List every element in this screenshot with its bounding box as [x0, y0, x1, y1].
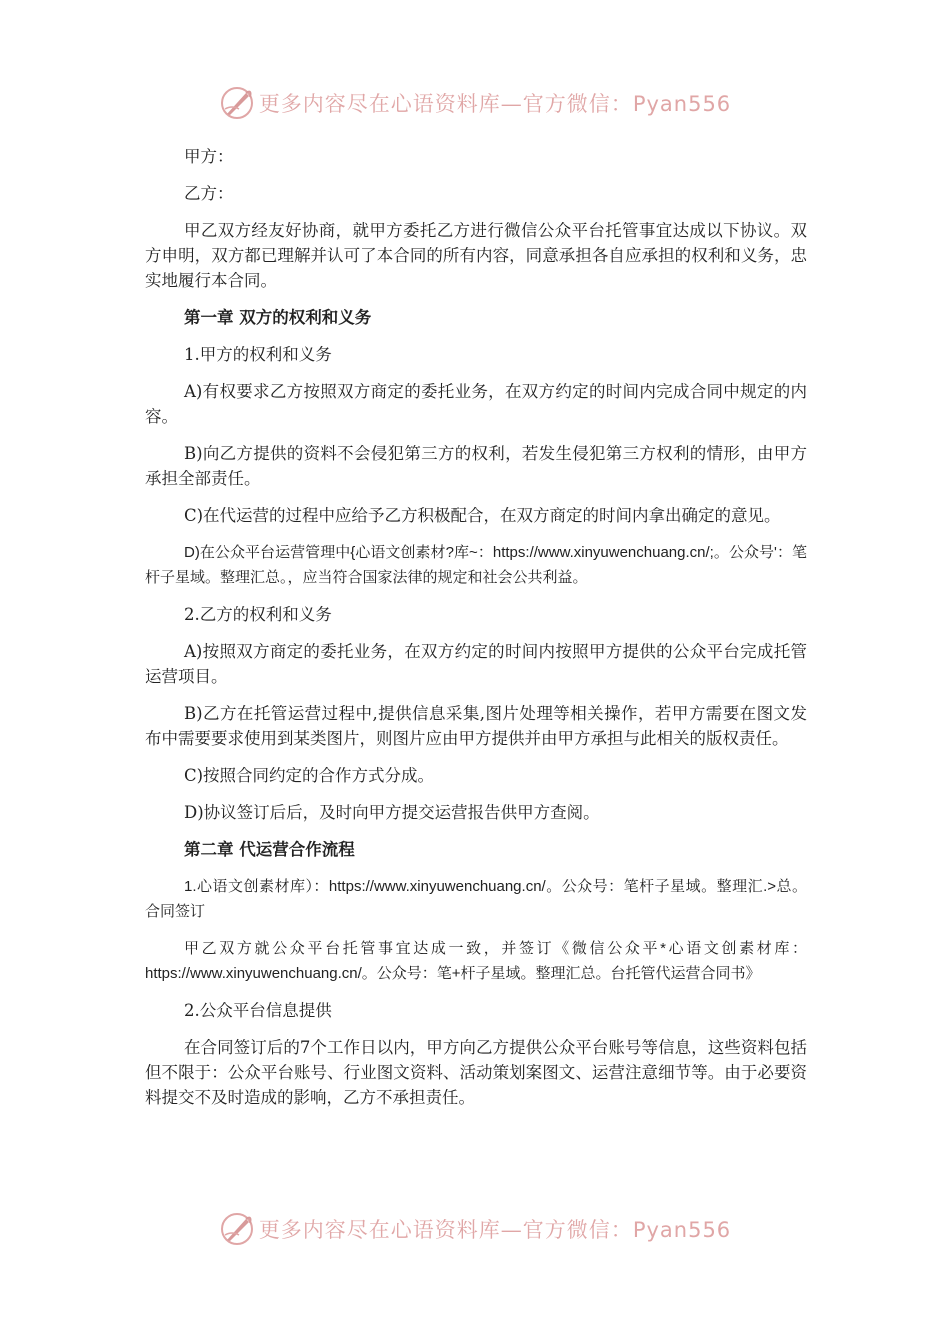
chapter-1-title: 第一章 双方的权利和义务 — [184, 308, 372, 327]
clause-2a: A)按照双方商定的委托业务，在双方约定的时间内按照甲方提供的公众平台完成托管运营项目。 — [145, 642, 807, 686]
clause-2d: D)协议签订后后，及时向甲方提交运营报告供甲方查阅。 — [184, 803, 600, 822]
clause-1a: A)有权要求乙方按照双方商定的委托业务，在双方约定的时间内完成合同中规定的内容。 — [145, 382, 807, 426]
contract-body — [145, 144, 807, 1110]
intro-paragraph: 甲乙双方经友好协商，就甲方委托乙方进行微信公众平台托管事宜达成以下协议。双方申明，双方都已理解并认可了本合同的所有内容，同意承担各自应承担的权利和义务，忠实地履行本合同。 — [145, 221, 807, 290]
process-1-title: 1.心语文创素材库）：https://www.xinyuwenchuang.cn/。公众号：笔杆子星域。整理汇.>总。合同签订 — [145, 878, 807, 920]
footer-watermark-banner — [0, 1206, 950, 1252]
clause-1d: D)在公众平台运营管理中{心语文创素材?库~：https://www.xinyuwenchuang.cn/;。公众号'：笔杆子星域。整理汇总。，应当符合国家法律的规定和社会公共利益。 — [145, 544, 807, 586]
quill-pen-logo-icon — [219, 85, 255, 121]
party-b-line: 乙方： — [184, 184, 234, 203]
process-2-title: 2.公众平台信息提供 — [184, 1001, 332, 1020]
clause-1c: C)在代运营的过程中应给予乙方积极配合，在双方商定的时间内拿出确定的意见。 — [184, 506, 781, 525]
wechat-id: Pyan556 — [632, 1218, 732, 1242]
wechat-id: Pyan556 — [632, 92, 732, 116]
process-2-body: 在合同签订后的7个工作日以内，甲方向乙方提供公众平台账号等信息，这些资料包括但不限于：公众平台账号、行业图文资料、活动策划案图文、运营注意细节等。由于必要资料提交不及时造成的影响，乙方不承担责任。 — [145, 1038, 807, 1107]
party-a-line: 甲方： — [184, 147, 234, 166]
process-1-body: 甲乙双方就公众平台托管事宜达成一致，并签订《微信公众平*心语文创素材库：https://www.xinyuwenchuang.cn/。公众号：笔+杆子星域。整理汇总。台托管代运营合同书》 — [145, 940, 807, 982]
chapter-2-title: 第二章 代运营合作流程 — [184, 840, 355, 859]
section-1-title: 1.甲方的权利和义务 — [184, 345, 332, 364]
watermark-text: 更多内容尽在心语资料库—官方微信：Pyan556 — [258, 92, 732, 116]
quill-pen-logo-icon — [219, 1211, 255, 1247]
watermark-text: 更多内容尽在心语资料库—官方微信：Pyan556 — [258, 1218, 732, 1242]
clause-1b: B)向乙方提供的资料不会侵犯第三方的权利，若发生侵犯第三方权利的情形，由甲方承担全部责任。 — [145, 444, 807, 488]
header-watermark-banner — [0, 80, 950, 126]
clause-2b: B)乙方在托管运营过程中,提供信息采集,图片处理等相关操作，若甲方需要在图文发布中需要要求使用到某类图片，则图片应由甲方提供并由甲方承担与此相关的版权责任。 — [145, 704, 807, 748]
clause-2c: C)按照合同约定的合作方式分成。 — [184, 766, 435, 785]
section-2-title: 2.乙方的权利和义务 — [184, 605, 332, 624]
